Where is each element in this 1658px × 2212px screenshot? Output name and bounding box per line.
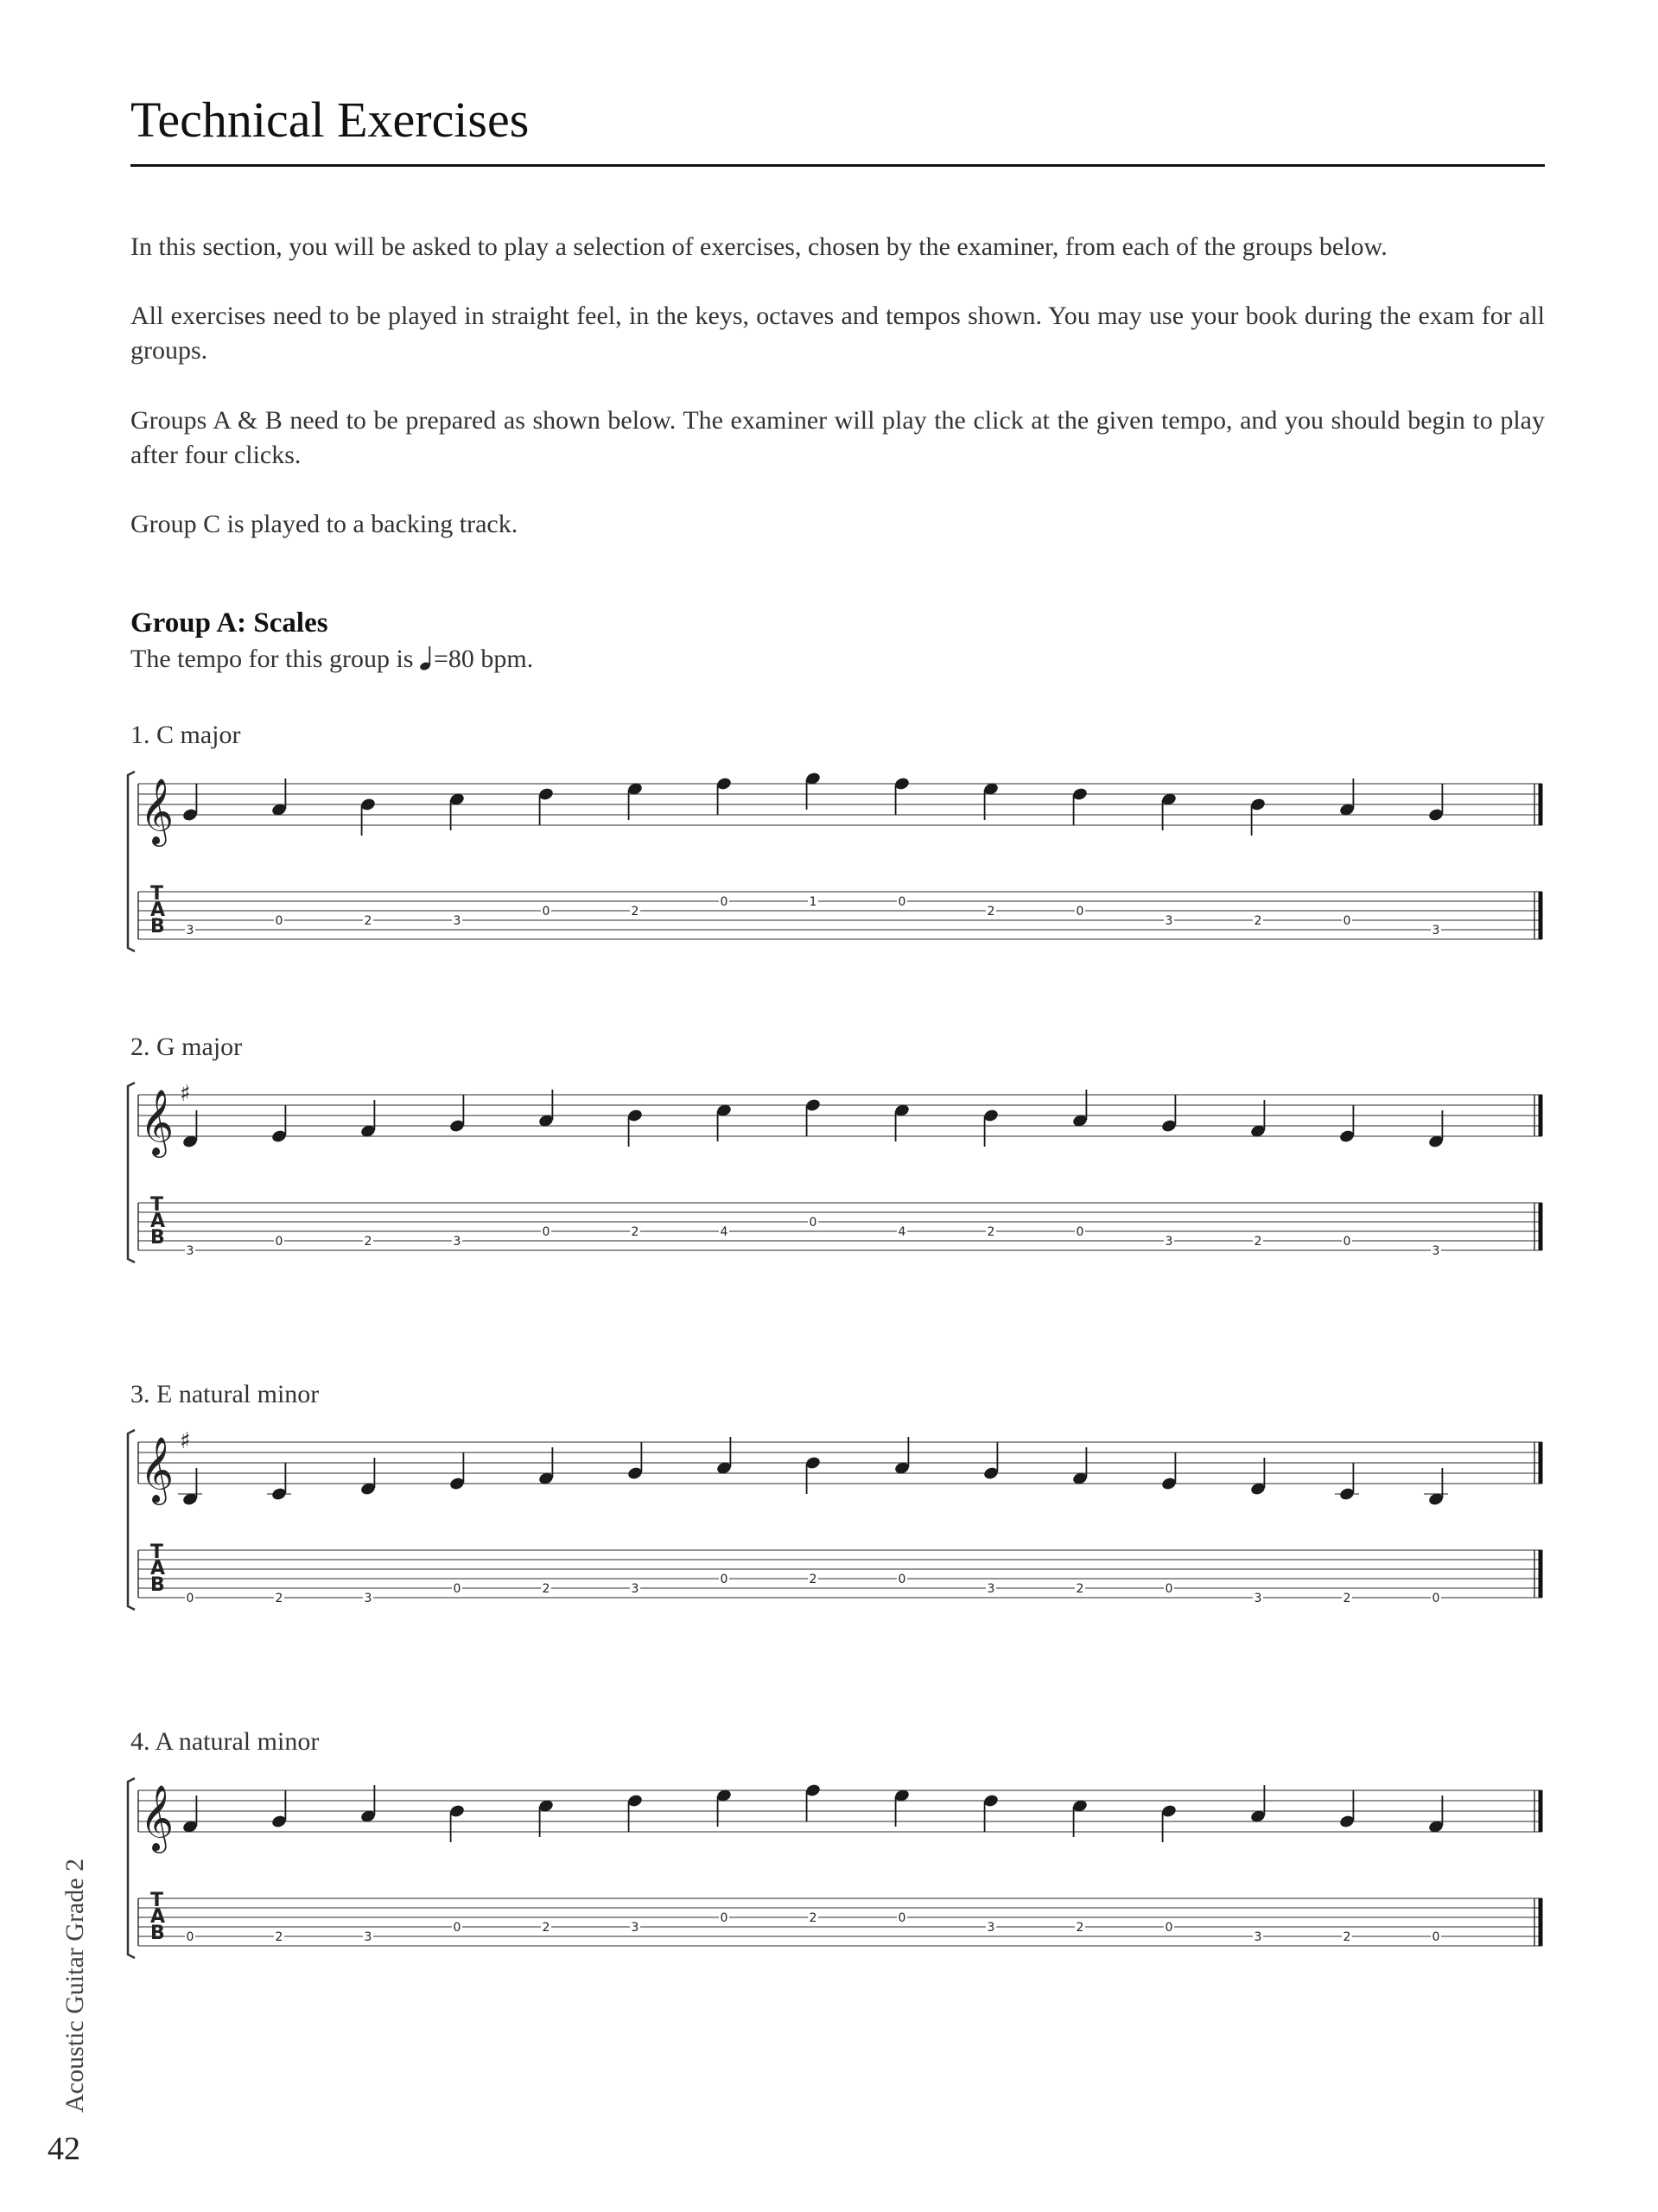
sharp-icon: ♯ [180,1428,191,1454]
exercise-4-label: 4. A natural minor [130,1727,320,1756]
fret-number: 0 [1432,1592,1440,1605]
fret-number: 3 [631,1582,639,1596]
fret-number: 0 [1076,1225,1084,1239]
fret-number: 3 [1254,1592,1262,1605]
running-head [52,1832,104,2117]
fret-number: 2 [1076,1921,1084,1935]
fret-number: 3 [364,1930,372,1944]
intro-paragraph-1: In this section, you will be asked to play a selection of exercises, chosen by the examiner, from each of the groups below. [130,232,1388,261]
fret-number: 3 [631,1921,639,1935]
fret-number: 0 [275,1235,283,1249]
fret-number: 2 [1076,1582,1084,1596]
fret-number: 2 [631,1225,639,1239]
tab-letter: A [150,1906,166,1928]
treble-clef-icon: 𝄞 [140,778,175,844]
tab-letter: T [150,883,164,905]
fret-number: 0 [186,1930,194,1944]
fret-number: 3 [186,924,194,938]
fret-number: 3 [1165,1235,1173,1249]
exercise-1-notation [121,765,1555,989]
fret-number: 3 [987,1921,995,1935]
tab-letter: B [150,1227,165,1249]
intro-paragraph-2: All exercises need to be played in straight feel, in the keys, octaves and tempos shown. You may use your book during the exam for all groups. [130,302,1545,365]
fret-number: 3 [1165,914,1173,928]
fret-number: 3 [1432,1244,1440,1258]
fret-number: 0 [1076,905,1084,918]
fret-number: 2 [364,914,372,928]
tab-letter: B [150,1574,165,1596]
quarter-note-icon [420,645,434,671]
fret-number: 0 [898,1573,906,1586]
intro-paragraph-3: Groups A & B need to be prepared as shown below. The examiner will play the click at the given tempo, and you should begin to play after four clicks. [130,406,1545,469]
fret-number: 4 [720,1225,728,1239]
fret-number: 3 [364,1592,372,1605]
tab-letter: T [150,1890,164,1911]
fret-number: 4 [898,1225,906,1239]
fret-number: 0 [898,895,906,909]
fret-number: 2 [631,905,639,918]
fret-number: 0 [1432,1930,1440,1944]
fret-number: 0 [809,1216,817,1230]
fret-number: 0 [720,1911,728,1925]
fret-number: 1 [809,895,817,909]
fret-number: 0 [898,1911,906,1925]
group-a-tempo [130,645,533,674]
running-head-text: Acoustic Guitar Grade 2 [60,1858,89,2113]
fret-number: 2 [809,1573,817,1586]
fret-number: 0 [720,1573,728,1586]
fret-number: 3 [186,1244,194,1258]
fret-number: 3 [453,914,461,928]
exercise-2-notation [121,1076,1555,1300]
fret-number: 2 [1254,914,1262,928]
fret-number: 2 [1254,1235,1262,1249]
tempo-prefix: The tempo for this group is [130,645,420,673]
page-number: 42 [48,2131,80,2167]
title-rule [130,164,1545,167]
treble-clef-icon: 𝄞 [140,1089,175,1155]
fret-number: 2 [364,1235,372,1249]
fret-number: 0 [1343,914,1351,928]
page-title: Technical Exercises [130,92,530,148]
treble-clef-icon: 𝄞 [140,1436,175,1503]
fret-number: 0 [186,1592,194,1605]
exercise-2-label: 2. G major [130,1033,243,1061]
fret-number: 2 [275,1592,283,1605]
fret-number: 2 [809,1911,817,1925]
tab-letter: A [150,1558,166,1580]
exercise-4-notation [121,1771,1555,1996]
fret-number: 3 [987,1582,995,1596]
tab-letter: A [150,899,166,921]
intro-paragraph-4: Group C is played to a backing track. [130,510,518,538]
fret-number: 2 [1343,1930,1351,1944]
system-bracket [128,1778,135,1958]
fret-number: 0 [720,895,728,909]
fret-number: 0 [1165,1582,1173,1596]
fret-number: 0 [1343,1235,1351,1249]
sharp-icon: ♯ [180,1081,191,1107]
fret-number: 0 [542,1225,550,1239]
fret-number: 2 [987,1225,995,1239]
fret-number: 2 [275,1930,283,1944]
system-bracket [128,1083,135,1262]
fret-number: 0 [275,914,283,928]
tab-letter: A [150,1211,166,1232]
fret-number: 3 [1432,924,1440,938]
fret-number: 0 [453,1921,461,1935]
fret-number: 2 [542,1582,550,1596]
fret-number: 3 [1254,1930,1262,1944]
exercise-3-notation [121,1423,1555,1648]
fret-number: 0 [453,1582,461,1596]
exercise-3-label: 3. E natural minor [130,1380,320,1408]
group-a-heading: Group A: Scales [130,607,328,639]
fret-number: 2 [542,1921,550,1935]
tab-letter: T [150,1194,164,1216]
tab-letter: T [150,1541,164,1563]
fret-number: 2 [987,905,995,918]
tab-letter: B [150,916,165,938]
fret-number: 3 [453,1235,461,1249]
tempo-value: =80 bpm. [433,645,534,673]
system-bracket [128,772,135,951]
fret-number: 2 [1343,1592,1351,1605]
fret-number: 0 [542,905,550,918]
tab-letter: B [150,1923,165,1944]
exercise-1-label: 1. C major [130,721,241,749]
fret-number: 0 [1165,1921,1173,1935]
treble-clef-icon: 𝄞 [140,1784,175,1851]
system-bracket [128,1430,135,1610]
